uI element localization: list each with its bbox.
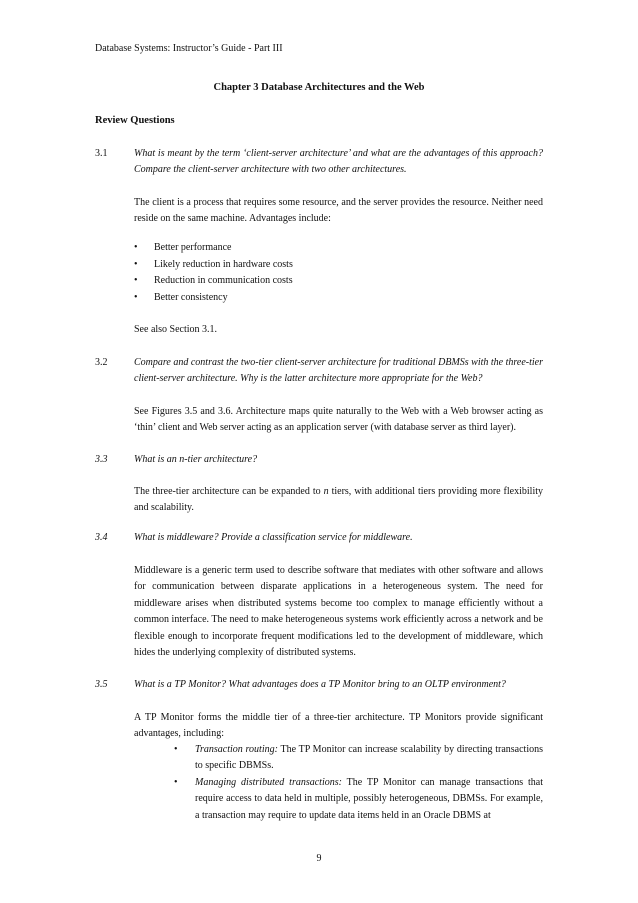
question-number: 3.1 xyxy=(95,148,108,159)
answer-text: A TP Monitor forms the middle tier of a three-tier architecture. TP Monitors provide significant advantages, including: xyxy=(134,712,543,740)
question-text: What is middleware? Provide a classification service for middleware. xyxy=(134,532,413,543)
list-item xyxy=(134,257,543,274)
page-number: 9 xyxy=(316,853,322,864)
question-text: Compare and contrast the two-tier client-server architecture for traditional DBMSs with the three-tier client-server architecture. Why is the latter architecture more appropriate for the Web? xyxy=(134,357,544,385)
list-item-label: Likely reduction in hardware costs xyxy=(154,258,293,270)
question-text: What is a TP Monitor? What advantages does a TP Monitor bring to an OLTP environment? xyxy=(134,679,506,690)
advantages-list xyxy=(134,240,543,306)
chapter-title: Chapter 3 Database Architectures and the Web xyxy=(213,82,425,93)
answer-text: See Figures 3.5 and 3.6. Architecture maps quite naturally to the Web with a Web browser acting as ‘thin’ client and Web server acting as an application server (with database server as third layer). xyxy=(134,406,543,434)
answer-text: Middleware is a generic term used to describe software that mediates with other software and allows for communication between disparate applications in a heterogeneous system. The need for middleware arises when distributed systems become too complex to manage efficiently without a common interface. The need to make heterogeneous systems work efficiently across a network and be flexible enough to incorporate frequent modifications led to the development of middleware, which hides the underlying complexity of distributed systems. xyxy=(134,565,543,659)
see-also-text: See also Section 3.1. xyxy=(134,324,218,335)
list-item xyxy=(134,240,543,257)
running-header: Database Systems: Instructor’s Guide - Part III xyxy=(95,43,283,54)
list-item-label: Better performance xyxy=(154,242,232,253)
item-text: The TP Monitor can increase scalability by directing transactions to specific DBMSs. xyxy=(195,744,543,772)
bullet-icon: • xyxy=(134,242,138,253)
answer-text-part: tiers, with additional tiers providing more flexibility and scalability. xyxy=(134,486,543,514)
list-item xyxy=(134,273,543,290)
question-number: 3.3 xyxy=(95,454,108,465)
item-term: Managing distributed transactions: xyxy=(195,776,342,788)
section-title: Review Questions xyxy=(95,115,175,126)
item-term: Transaction routing: xyxy=(195,744,278,755)
question-text: What is meant by the term ‘client-server architecture’ and what are the advantages of this approach? Compare the client-server architecture with two other architectures. xyxy=(134,148,543,176)
question-number: 3.4 xyxy=(95,532,108,543)
bullet-icon: • xyxy=(134,291,138,303)
list-item xyxy=(174,742,543,775)
answer-text-part: The three-tier architecture can be expanded to xyxy=(134,486,324,497)
bullet-icon: • xyxy=(174,744,178,755)
question-number: 3.2 xyxy=(95,357,108,368)
question-text: What is an n-tier architecture? xyxy=(134,454,258,465)
list-item xyxy=(174,775,543,824)
question-number: 3.5 xyxy=(95,679,108,690)
bullet-icon: • xyxy=(174,776,178,788)
bullet-icon: • xyxy=(134,275,138,287)
tp-advantages-list xyxy=(174,742,543,824)
answer-variable: n xyxy=(323,486,329,497)
list-item-label: Reduction in communication costs xyxy=(154,275,293,287)
list-item-label: Better consistency xyxy=(154,291,228,303)
bullet-icon: • xyxy=(134,258,138,270)
answer-text xyxy=(134,484,543,517)
answer-text: The client is a process that requires some resource, and the server provides the resource. Neither need reside on the same machine. Advantages include: xyxy=(134,197,543,225)
item-text: The TP Monitor can manage transactions that require access to data held in multiple, possibly heterogeneous, DBMSs. For example, a transaction may require to update data items held in an Oracle DBMS at xyxy=(195,776,543,821)
list-item xyxy=(134,290,543,307)
